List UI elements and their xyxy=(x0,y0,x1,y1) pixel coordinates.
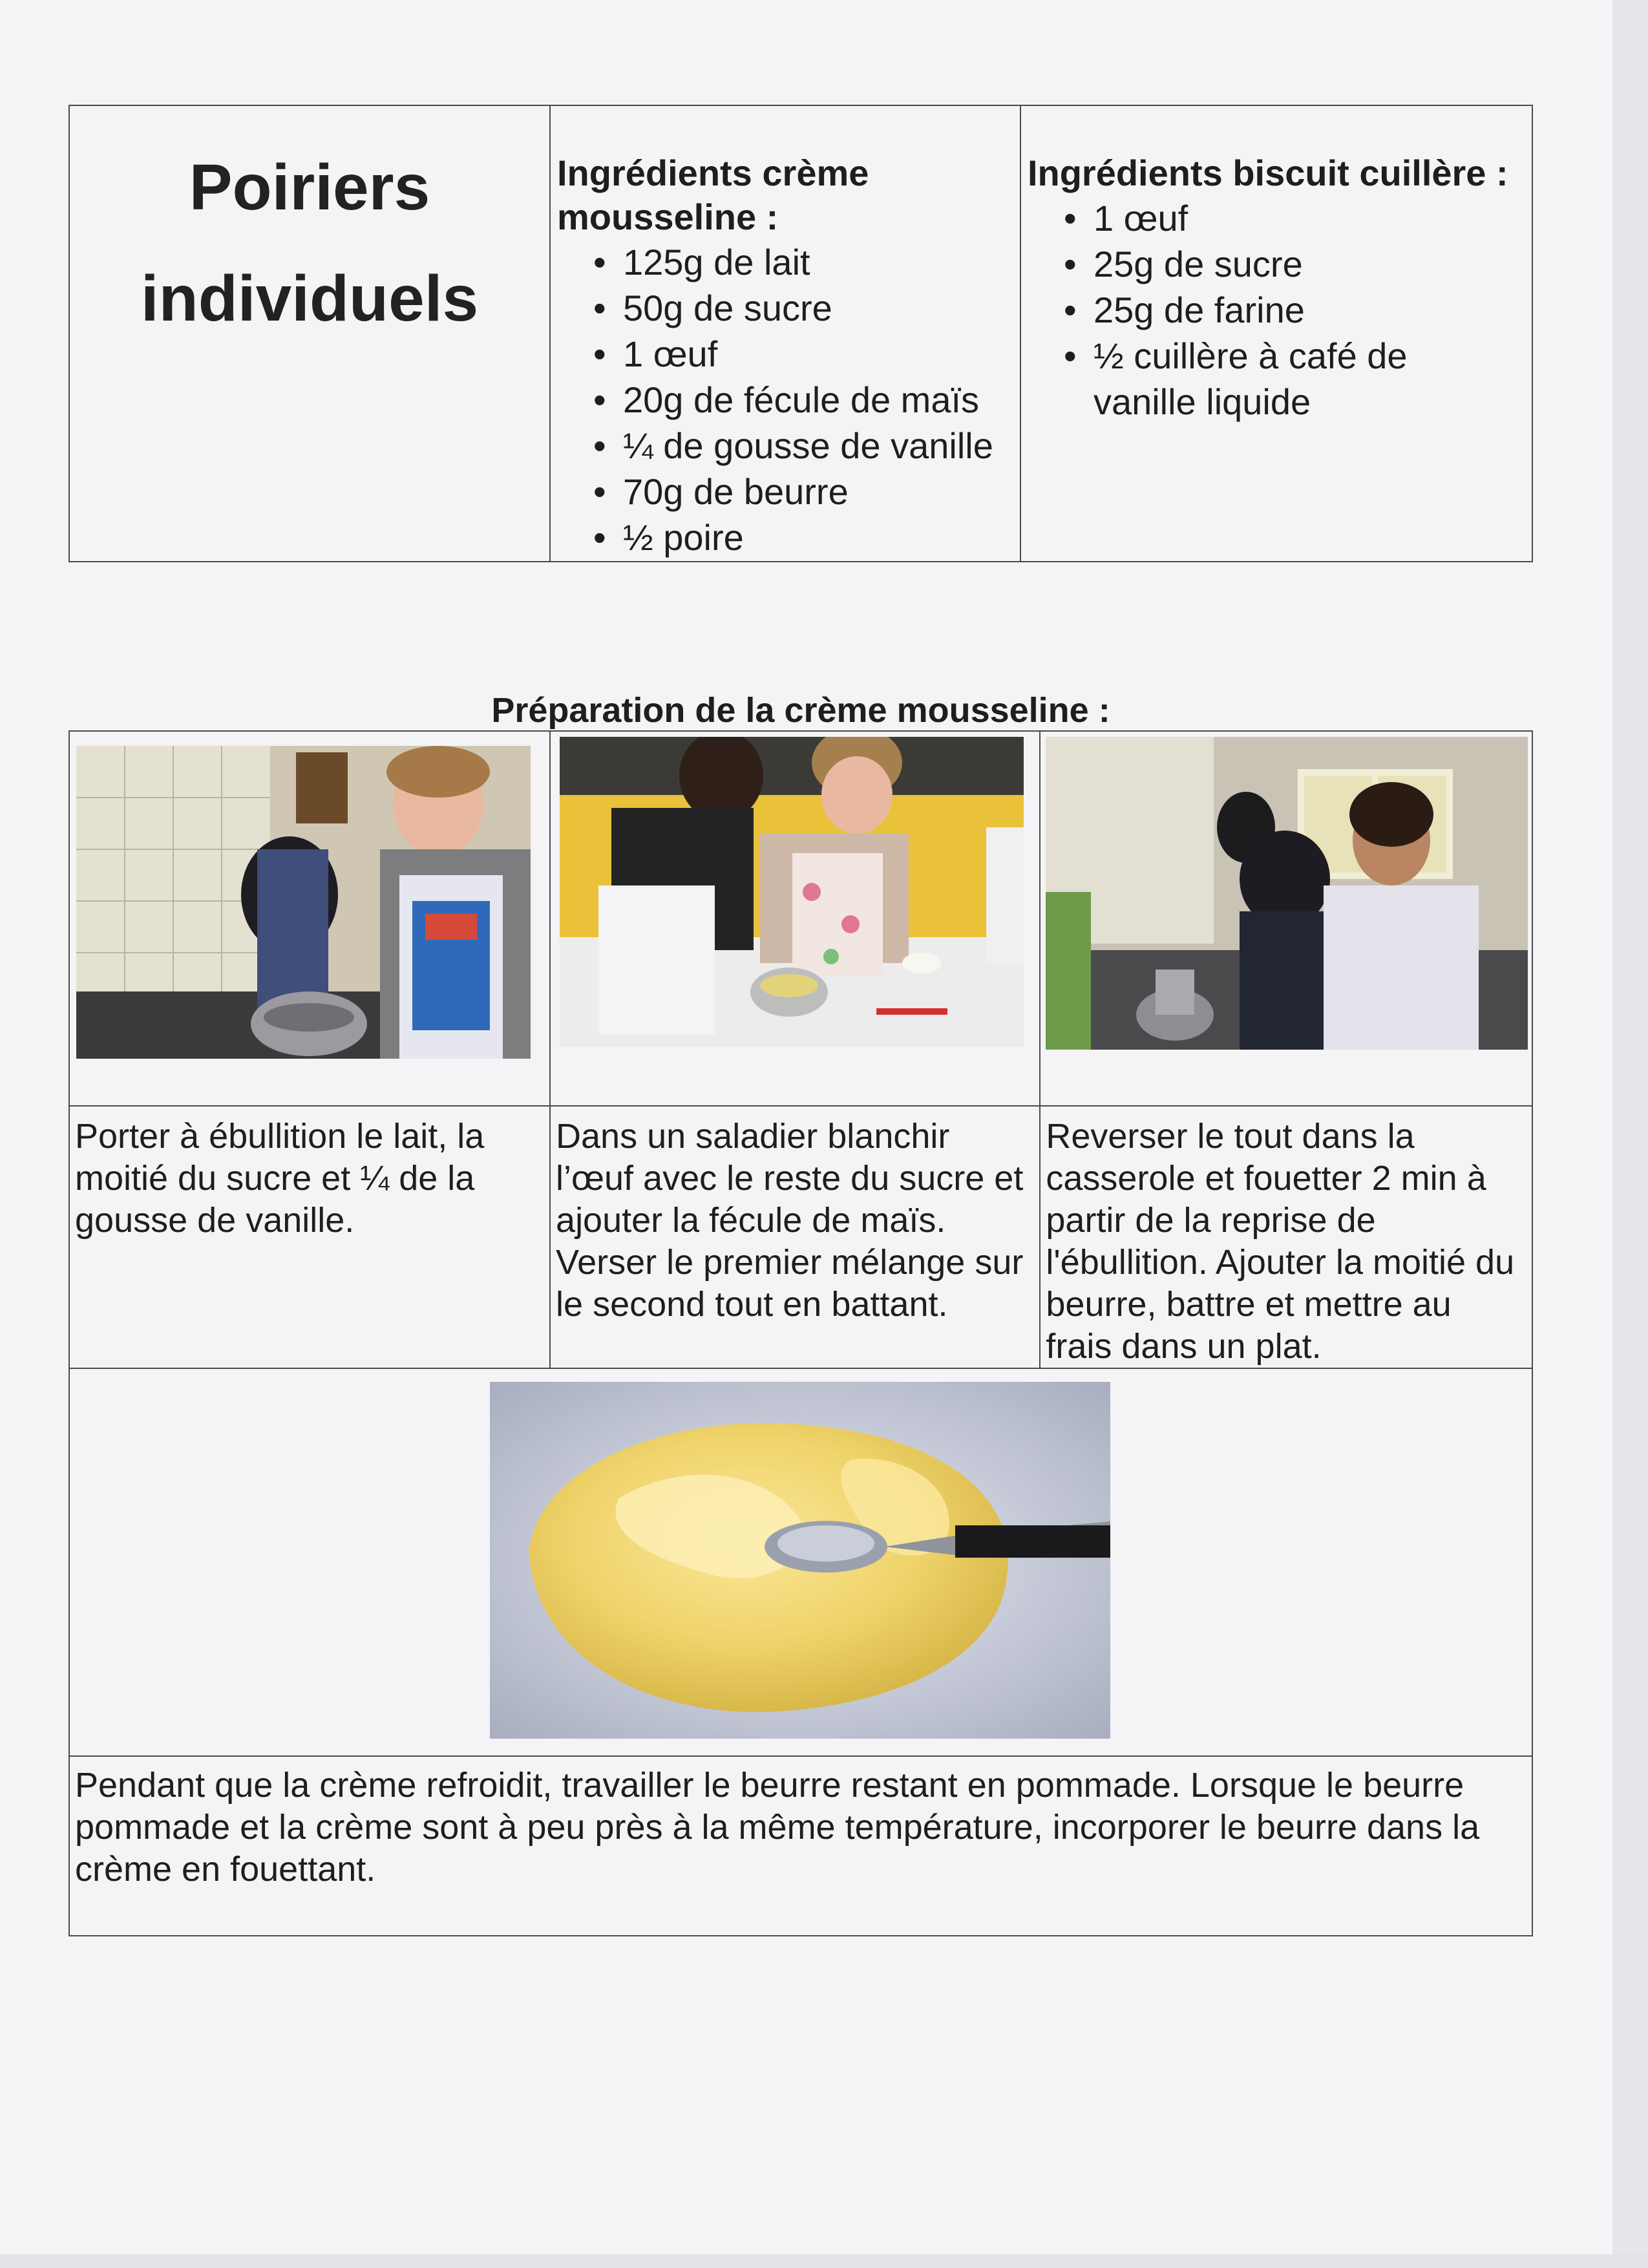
cream-photo-row xyxy=(69,1368,1532,1756)
cream-photo-wrapper xyxy=(70,1369,1532,1755)
ingredient-item: • ¼ de gousse de vanille xyxy=(593,423,1020,469)
steps-row xyxy=(69,1106,1532,1368)
ingredient-item: • 20g de fécule de maïs xyxy=(593,377,1020,423)
preparation-table xyxy=(69,730,1533,1936)
step-1-text: Porter à ébullition le lait, la moitié du sucre et ¼ de la gousse de vanille. xyxy=(75,1117,485,1240)
kitchen-photo-image xyxy=(560,737,1024,1047)
ingredient-item: • 25g de sucre xyxy=(1064,241,1464,287)
final-step-row xyxy=(69,1756,1532,1936)
page-edge xyxy=(1612,0,1648,2268)
step-2-text: Dans un saladier blanchir l’œuf avec le reste du sucre et ajouter la fécule de maïs. Verser le premier mélange sur le second tout en battant. xyxy=(556,1117,1024,1324)
step-cell-3 xyxy=(1040,1106,1532,1368)
final-step-text: Pendant que la crème refroidit, travailler le beurre restant en pommade. Lorsque le beurre pommade et la crème sont à peu près à la même température, incorporer le beurre dans la crème en fouettant. xyxy=(75,1766,1480,1889)
ingredients-biscuit-heading: Ingrédients biscuit cuillère : xyxy=(1027,153,1508,193)
recipe-header-table xyxy=(69,105,1533,562)
photo-mousseline-cream xyxy=(490,1382,1110,1739)
ingredients-creme-heading: Ingrédients crème mousseline : xyxy=(557,153,869,237)
kitchen-photo-image xyxy=(76,746,531,1059)
photo-whisking-egg xyxy=(560,737,1024,1047)
ingredient-item: • 1 œuf xyxy=(1064,195,1464,241)
kitchen-photo-image xyxy=(1046,737,1528,1050)
photo-cell-1 xyxy=(69,731,550,1106)
photo-boiling-milk xyxy=(76,746,531,1059)
recipe-title-line-1: Poiriers xyxy=(189,151,430,224)
photo-cell-2 xyxy=(550,731,1040,1106)
ingredient-item: • 50g de sucre xyxy=(593,285,1020,331)
ingredient-item: • ½ cuillère à café de vanille liquide xyxy=(1064,333,1464,425)
ingredient-item: • 125g de lait xyxy=(593,239,1020,285)
page-bottom-edge xyxy=(0,2254,1648,2268)
photo-cell-3 xyxy=(1040,731,1532,1106)
ingredients-biscuit-cell xyxy=(1020,105,1532,562)
ingredient-item: • 1 œuf xyxy=(593,331,1020,377)
ingredient-item: • 25g de farine xyxy=(1064,287,1464,333)
ingredient-item: • 70g de beurre xyxy=(593,469,1020,514)
final-step-cell xyxy=(69,1756,1532,1936)
ingredients-creme-list xyxy=(551,239,1020,560)
preparation-heading: Préparation de la crème mousseline : xyxy=(491,691,1110,730)
cream-photo-image xyxy=(490,1382,1110,1739)
ingredient-item: • ½ poire xyxy=(593,514,1020,560)
step-cell-2 xyxy=(550,1106,1040,1368)
cream-photo-cell xyxy=(69,1368,1532,1756)
recipe-title-line-2: individuels xyxy=(140,262,479,335)
ingredients-biscuit-list xyxy=(1021,195,1464,425)
photos-row xyxy=(69,731,1532,1106)
step-cell-1 xyxy=(69,1106,550,1368)
step-3-text: Reverser le tout dans la casserole et fouetter 2 min à partir de la reprise de l'ébullition. Ajouter la moitié du beurre, battre et mettre au frais dans un plat. xyxy=(1046,1117,1515,1366)
photo-pouring-pan xyxy=(1046,737,1528,1050)
ingredients-creme-cell xyxy=(550,105,1020,562)
title-cell xyxy=(69,105,550,562)
recipe-title xyxy=(70,132,549,354)
